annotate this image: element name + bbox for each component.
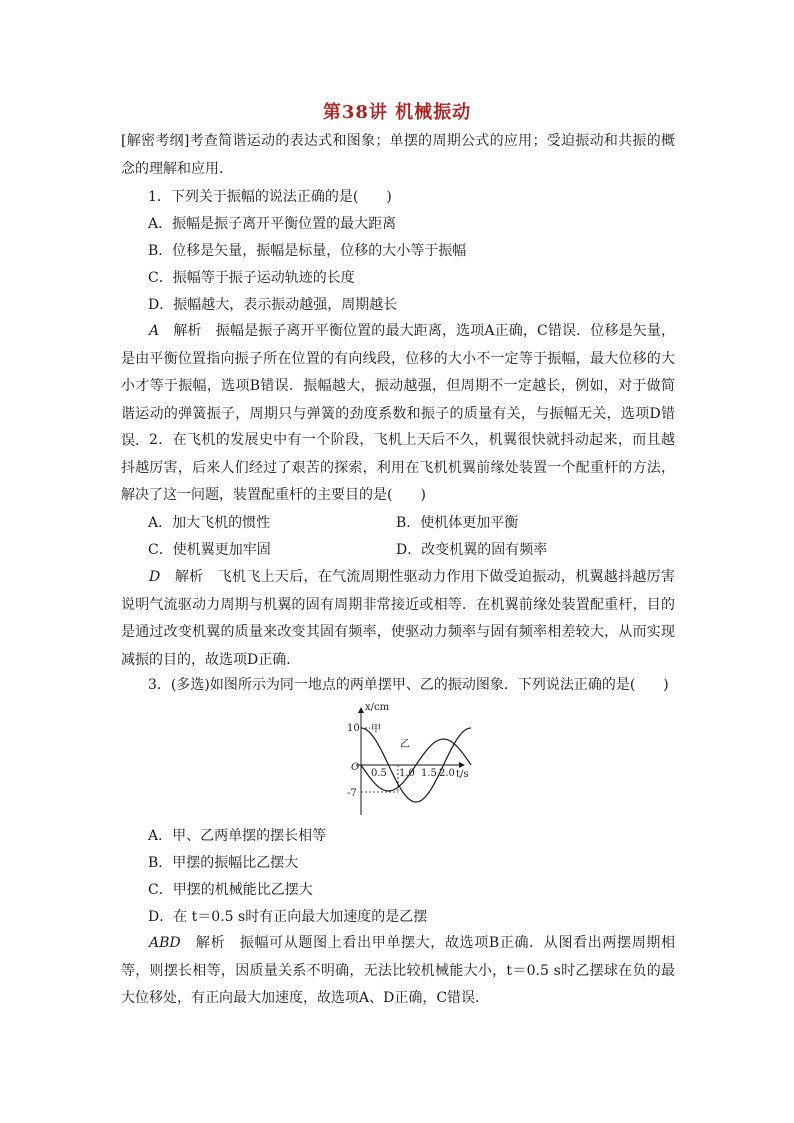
origin-label: O: [351, 762, 360, 773]
q2-answer: D: [149, 569, 161, 585]
q1-answer: A: [149, 323, 160, 339]
y-axis-label: x/cm: [365, 702, 390, 713]
x-tick-1.0: 1.0: [399, 768, 415, 779]
y-tick-minus7: -7: [347, 788, 357, 799]
q2-option-d: D．改变机翼的固有频率: [396, 542, 548, 558]
q2-option-c: C．使机翼更加牢固: [148, 542, 271, 558]
series-jia-label: 甲: [371, 724, 381, 735]
q2-option-b: B．使机体更加平衡: [396, 515, 519, 531]
syllabus-intro: [解密考纲]考查简谐运动的表达式和图象；单摆的周期公式的应用；受迫振动和共振的概念的理解和应用．: [121, 133, 675, 177]
q1-analysis-text: 解析 振幅是振子离开平衡位置的最大距离，选项A正确，C错误．位移是矢量，是由平衡位置指向振子所在位置的有向线段，位移的大小不一定等于振幅，最大位移的大小才等于振幅，选项B错误．振幅越大，振动越强，但周期不一定越长，例如，对于做简谐运动的弹簧振子，周期只与弹簧的劲度系数和振子的质量有关，与振幅无关，选项D错误．: [121, 323, 675, 449]
q3-option-d: D．在 t＝0.5 s时有正向最大加速度的是乙摆: [148, 909, 428, 925]
q2-analysis: [121, 564, 675, 674]
q3-stem: 3．(多选)如图所示为同一地点的两单摆甲、乙的振动图象．下列说法正确的是( ): [148, 677, 669, 693]
q1-option-c: C．振幅等于振子运动轨迹的长度: [148, 270, 355, 286]
q3-analysis: [121, 930, 675, 1013]
q1-option-a: A．振幅是振子离开平衡位置的最大距离: [148, 216, 397, 232]
q2-option-a: A．加大飞机的惯性: [148, 515, 271, 531]
q2-stem: 2．在飞机的发展史中有一个阶段，飞机上天后不久，机翼很快就抖动起来，而且越抖越厉害，后来人们经过了艰苦的探索，利用在飞机机翼前缘处装置一个配重杆的方法，解决了这一问题，装置配重杆的主要目的是( ): [121, 432, 675, 503]
x-tick-0.5: 0.5: [371, 768, 387, 779]
q3-option-a: A．甲、乙两单摆的摆长相等: [148, 828, 327, 844]
q3-option-b: B．甲摆的振幅比乙摆大: [148, 855, 299, 871]
q3-analysis-text: 解析 振幅可从题图上看出甲单摆大，故选项B正确．从图看出两摆周期相等，则摆长相等，因质量关系不明确，无法比较机械能大小，t＝0.5 s时乙摆球在负的最大位移处，有正向最大加速度，故选项A、D正确，C错误．: [121, 935, 675, 1006]
vibration-graph: [338, 700, 488, 820]
q3-option-c: C．甲摆的机械能比乙摆大: [148, 882, 313, 898]
q1-option-b: B．位移是矢量，振幅是标量，位移的大小等于振幅: [148, 243, 467, 259]
x-axis-label: t/s: [456, 769, 469, 780]
q3-answer: ABD: [149, 935, 181, 951]
x-tick-1.5: 1.5: [421, 768, 437, 779]
q1-option-d: D．振幅越大，表示振动越强，周期越长: [148, 297, 398, 313]
x-tick-2.0: 2.0: [439, 768, 455, 779]
series-yi-label: 乙: [400, 739, 410, 750]
q1-stem: 1．下列关于振幅的说法正确的是( ): [148, 189, 392, 205]
y-tick-10: 10: [347, 723, 360, 734]
page-title: 第38讲 机械振动: [322, 102, 472, 123]
q2-analysis-text: 解析 飞机飞上天后，在气流周期性驱动力作用下做受迫振动，机翼越抖越厉害说明气流驱动力周期与机翼的固有周期非常接近或相等．在机翼前缘处装置配重杆，目的是通过改变机翼的质量来改变其固有频率，使驱动力频率与固有频率相差较大，从而实现减振的目的，故选项D正确．: [121, 569, 675, 668]
